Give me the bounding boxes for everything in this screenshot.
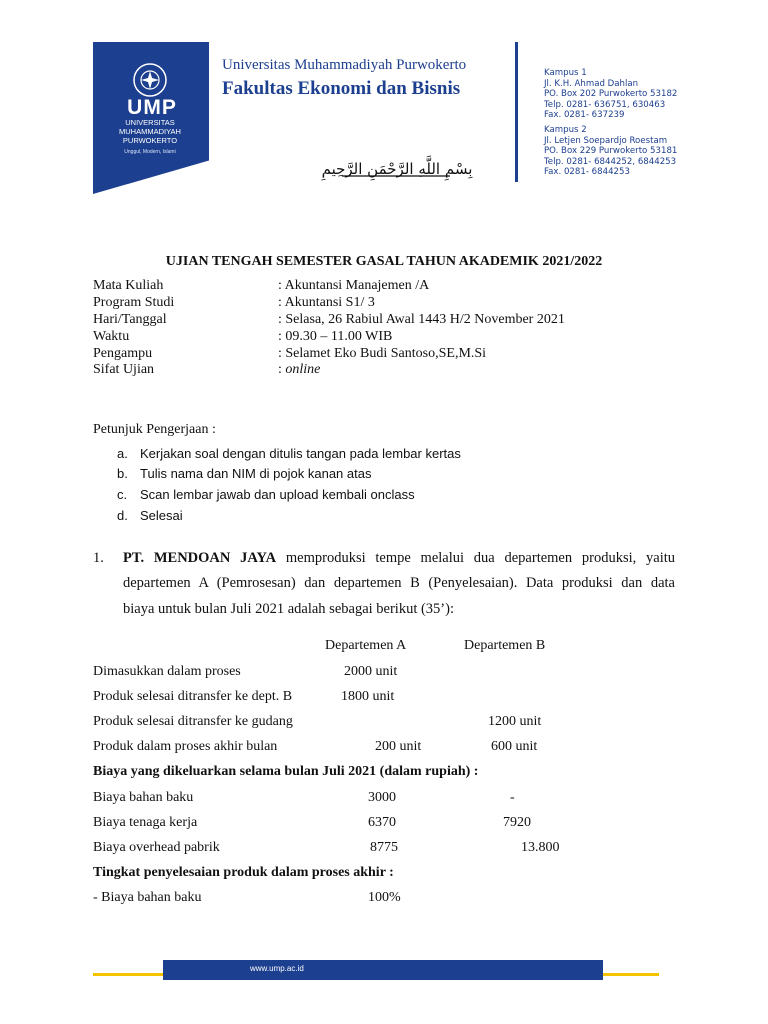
cost-heading: Biaya yang dikeluarkan selama bulan Juli 2021 (dalam rupiah) : <box>93 764 479 779</box>
table-cell-b: 1200 unit <box>488 714 542 729</box>
table-cell-b: 7920 <box>503 815 531 830</box>
meta-label: Program Studi <box>93 295 175 310</box>
column-header-dept-a: Departemen A <box>325 638 407 653</box>
table-row-label: Produk selesai ditransfer ke dept. B <box>93 689 293 704</box>
university-name: Universitas Muhammadiyah Purwokerto <box>222 57 467 73</box>
faculty-name: Fakultas Ekonomi dan Bisnis <box>222 78 461 99</box>
meta-value: : Akuntansi Manajemen /A <box>278 278 430 293</box>
question-line: PT. MENDOAN JAYA memproduksi tempe melalui dua departemen produksi, yaitu <box>123 550 676 566</box>
instruction-letter: d. <box>117 508 128 523</box>
meta-label: Waktu <box>93 329 130 344</box>
table-cell-a: 8775 <box>370 840 398 855</box>
column-header-dept-b: Departemen B <box>464 638 546 653</box>
exam-title: UJIAN TENGAH SEMESTER GASAL TAHUN AKADEMIK 2021/2022 <box>165 254 603 269</box>
university-emblem-icon <box>130 60 170 100</box>
table-cell-a: 200 unit <box>375 739 422 754</box>
completion-heading: Tingkat penyelesaian produk dalam proses akhir : <box>93 865 394 880</box>
meta-label: Hari/Tanggal <box>93 312 167 327</box>
basmala-calligraphy <box>282 152 512 186</box>
meta-label: Sifat Ujian <box>93 362 155 377</box>
instructions-title: Petunjuk Pengerjaan : <box>93 422 216 437</box>
footer-url[interactable]: www.ump.ac.id <box>250 964 304 973</box>
meta-value: : Selasa, 26 Rabiul Awal 1443 H/2 November 2021 <box>278 312 565 327</box>
instruction-text: Kerjakan soal dengan ditulis tangan pada lembar kertas <box>140 446 461 461</box>
instruction-text: Selesai <box>140 508 183 523</box>
instruction-letter: a. <box>117 446 128 461</box>
table-row-label: Biaya overhead pabrik <box>93 840 220 855</box>
footer-band <box>163 960 603 980</box>
instruction-letter: b. <box>117 466 128 481</box>
table-row-label: Produk dalam proses akhir bulan <box>93 739 278 754</box>
table-cell-b: - <box>510 790 515 805</box>
table-row-label: Biaya tenaga kerja <box>93 815 198 830</box>
table-cell-a: 100% <box>368 890 401 905</box>
campus-1-address: Kampus 1 Jl. K.H. Ahmad Dahlan PO. Box 202 Purwokerto 53182 Telp. 0281- 636751, 630463 Fax. 0281- 637239 <box>544 68 678 120</box>
table-row-label: Produk selesai ditransfer ke gudang <box>93 714 293 729</box>
svg-text:بِسْمِ اللَّهِ الرَّحْمَنِ الر: بِسْمِ اللَّهِ الرَّحْمَنِ الرَّحِيمِ <box>321 160 473 178</box>
logo-tagline: Unggul, Modern, Islami <box>124 149 176 155</box>
table-row-label: Dimasukkan dalam proses <box>93 664 241 679</box>
logo-name: UNIVERSITAS MUHAMMADIYAH PURWOKERTO <box>119 118 181 145</box>
question-line: biaya untuk bulan Juli 2021 adalah sebagai berikut (35’): <box>123 601 454 617</box>
header-divider <box>515 42 518 182</box>
table-cell-b: 13.800 <box>521 840 560 855</box>
question-line: departemen A (Pemrosesan) dan departemen B (Penyelesaian). Data produksi dan data <box>123 575 675 591</box>
table-cell-a: 6370 <box>368 815 396 830</box>
table-row-label: Biaya bahan baku <box>93 790 194 805</box>
table-row-label: - Biaya bahan baku <box>93 890 202 905</box>
meta-value: : 09.30 – 11.00 WIB <box>278 329 393 344</box>
instruction-text: Tulis nama dan NIM di pojok kanan atas <box>140 466 372 481</box>
table-cell-b: 600 unit <box>491 739 538 754</box>
meta-label: Mata Kuliah <box>93 278 164 293</box>
instruction-text: Scan lembar jawab dan upload kembali onclass <box>140 487 415 502</box>
table-cell-a: 1800 unit <box>341 689 395 704</box>
campus-2-address: Kampus 2 Jl. Letjen Soepardjo Roestam PO. Box 229 Purwokerto 53181 Telp. 0281- 6844252, 6844253 Fax. 0281- 6844253 <box>544 125 678 177</box>
meta-value: : Akuntansi S1/ 3 <box>278 295 375 310</box>
question-number: 1. <box>93 550 104 566</box>
instruction-letter: c. <box>117 487 128 502</box>
meta-value: : Selamet Eko Budi Santoso,SE,M.Si <box>278 346 487 361</box>
meta-value: : online <box>278 362 321 377</box>
table-cell-a: 2000 unit <box>344 664 398 679</box>
table-cell-a: 3000 <box>368 790 396 805</box>
logo-text: UMP <box>127 96 177 119</box>
meta-label: Pengampu <box>93 346 153 361</box>
